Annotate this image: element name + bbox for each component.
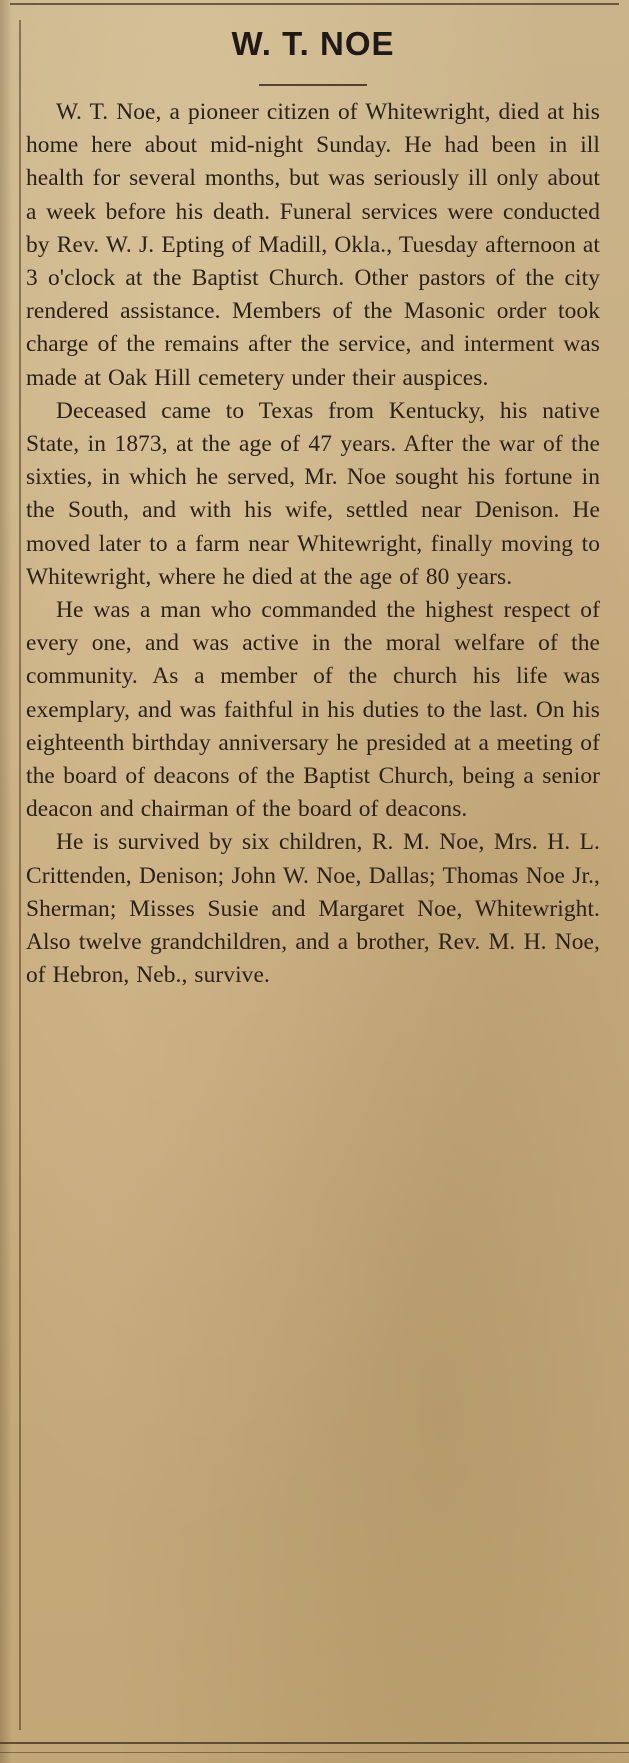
bottom-border-thin-rule [0,1752,629,1753]
paragraph-survivors: He is survived by six children, R. M. Noe, Mrs. H. L. Crittenden, Denison; John W. Noe, Dallas; Thomas Noe Jr., Sherman; Misses Susie and Margaret Noe, Whitewright. Also twelve grandchildren, and a brother, Rev. M. H. Noe, of Hebron, Neb., survive. [26,829,600,989]
article-headline: W. T. NOE [231,25,395,62]
headline-divider [259,84,367,86]
adjacent-column-edge [0,0,12,1763]
article-body [26,96,600,992]
obituary-article [26,18,600,992]
paragraph-death-and-funeral: W. T. Noe, a pioneer citizen of Whitewright, died at his home here about mid-night Sunday. He had been in ill health for several months, but was seriously ill only about a week before his death. Funeral services were conducted by Rev. W. J. Epting of Madill, Okla., Tuesday afternoon at 3 o'clock at the Baptist Church. Other pastors of the city rendered assistance. Members of the Masonic order took charge of the remains after the service, and interment was made at Oak Hill cemetery under their auspices. [26,99,600,391]
paragraph-biography: Deceased came to Texas from Kentucky, his native State, in 1873, at the age of 47 years. After the war of the sixties, in which he served, Mr. Noe sought his fortune in the South, and with his wife, settled near Denison. He moved later to a farm near Whitewright, finally moving to Whitewright, where he died at the age of 80 years. [26,397,600,590]
paragraph-character: He was a man who commanded the highest respect of every one, and was active in the moral welfare of the community. As a member of the church his life was exemplary, and was faithful in his duties to the last. On his eighteenth birthday anniversary he presided at a meeting of the board of deacons of the Baptist Church, being a senior deacon and chairman of the board of deacons. [26,597,600,823]
bottom-border-rule [0,1742,629,1744]
top-border-rule [10,3,619,5]
column-divider-rule [19,20,21,1730]
